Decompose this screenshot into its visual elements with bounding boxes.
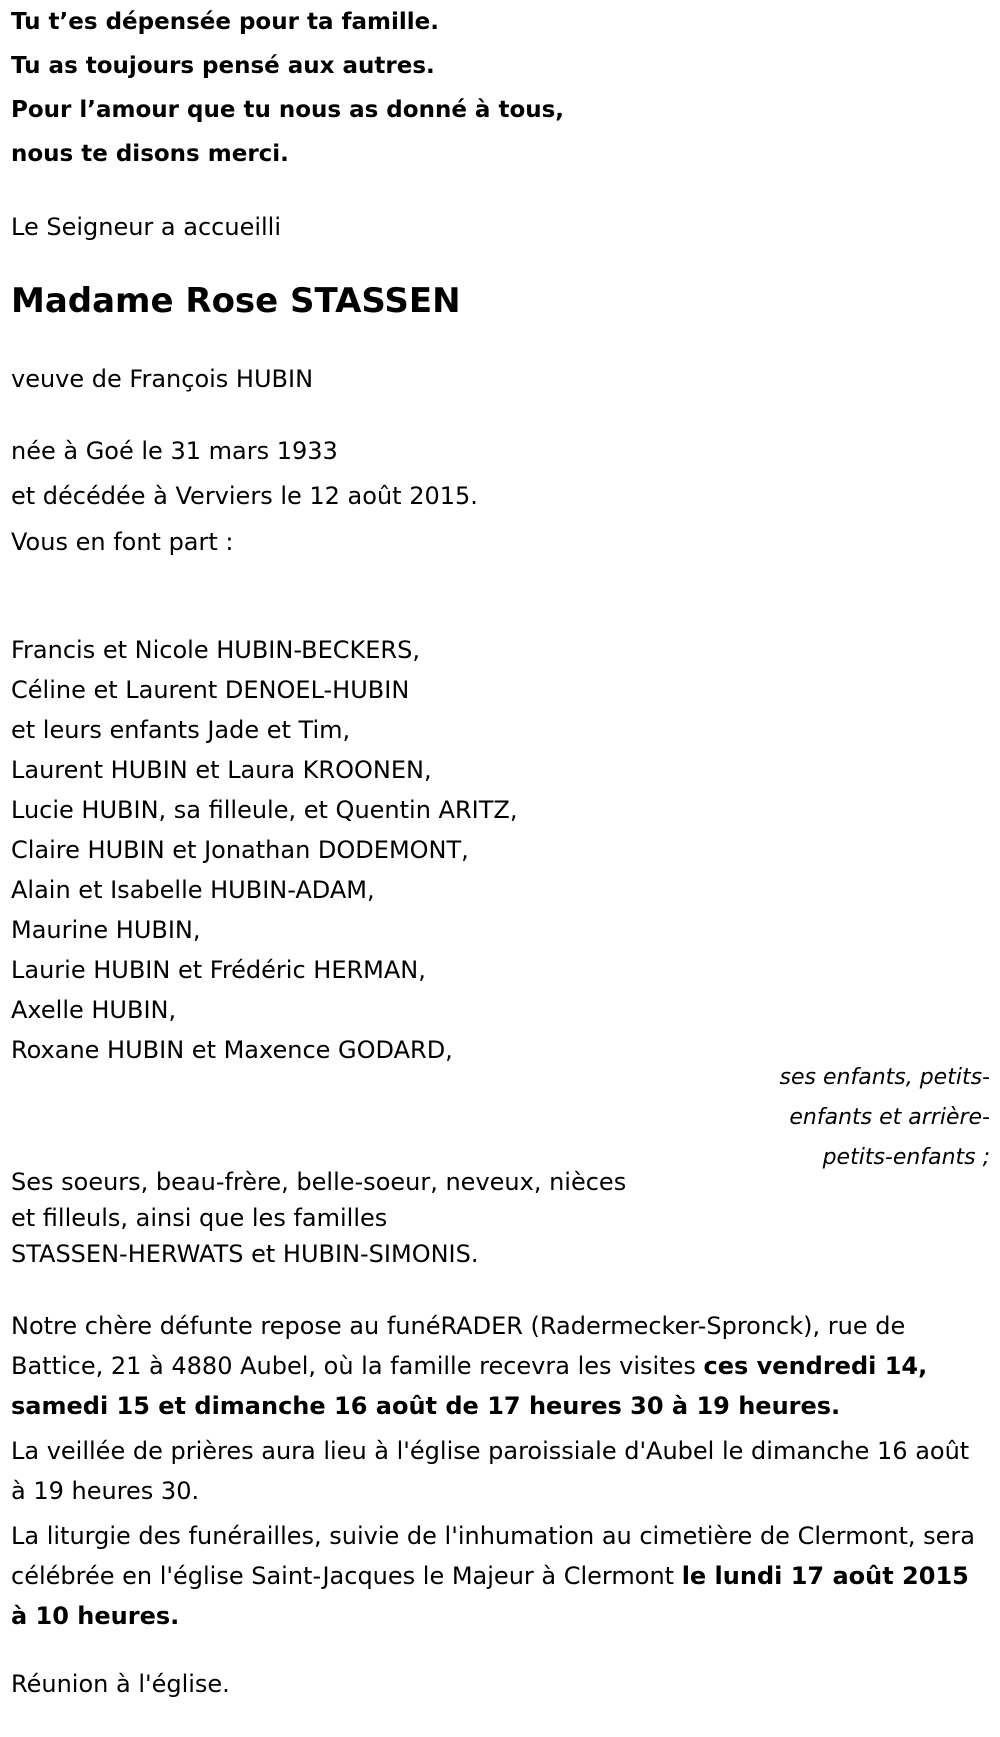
intro-text: Le Seigneur a accueilli bbox=[11, 213, 282, 241]
family-member: Francis et Nicole HUBIN-BECKERS, bbox=[11, 636, 420, 664]
visits-text: Notre chère défunte repose au funéRADER (Radermecker-Spronck), rue de Battice, 21 à 4880 Aubel, où la famille recevra les visites bbox=[11, 1312, 906, 1380]
relation-line: enfants et arrière- bbox=[789, 1105, 990, 1130]
meeting-text: Réunion à l'église. bbox=[11, 1670, 230, 1698]
family-member: Claire HUBIN et Jonathan DODEMONT, bbox=[11, 836, 469, 864]
funeral-text: La liturgie des funérailles, suivie de l'inhumation au cimetière de Clermont, sera célébrée en l'église Saint-Jacques le Majeur à Clermont bbox=[11, 1522, 975, 1590]
relation-note bbox=[780, 1058, 990, 1178]
birth-info: née à Goé le 31 mars 1933 bbox=[11, 437, 338, 465]
poem-line-3: Pour l’amour que tu nous as donné à tous, bbox=[11, 97, 565, 123]
family-member: Céline et Laurent DENOEL-HUBIN bbox=[11, 676, 410, 704]
poem-line-1: Tu t’es dépensée pour ta famille. bbox=[11, 9, 439, 35]
family-list bbox=[11, 630, 517, 1070]
family-member: et leurs enfants Jade et Tim, bbox=[11, 716, 351, 744]
family-member: Lucie HUBIN, sa filleule, et Quentin ARITZ, bbox=[11, 796, 518, 824]
relation-line: petits-enfants ; bbox=[822, 1145, 990, 1170]
death-info: et décédée à Verviers le 12 août 2015. bbox=[11, 482, 478, 510]
vigil-paragraph: La veillée de prières aura lieu à l'église paroissiale d'Aubel le dimanche 16 août à 19 heures 30. bbox=[11, 1437, 970, 1505]
family-member: Axelle HUBIN, bbox=[11, 996, 177, 1024]
family-member: Roxane HUBIN et Maxence GODARD, bbox=[11, 1036, 453, 1064]
poem-line-4: nous te disons merci. bbox=[11, 141, 289, 167]
visits-paragraph bbox=[11, 1306, 986, 1426]
poem-line-2: Tu as toujours pensé aux autres. bbox=[11, 53, 435, 79]
others-line-2: et filleuls, ainsi que les familles bbox=[11, 1204, 388, 1232]
visits-dates: ces vendredi 14, samedi 15 et dimanche 16 août de 17 heures 30 à 19 heures. bbox=[11, 1352, 928, 1420]
deceased-name: Madame Rose STASSEN bbox=[11, 281, 461, 321]
relation-line: ses enfants, petits- bbox=[779, 1065, 990, 1090]
funeral-paragraph bbox=[11, 1516, 986, 1636]
family-member: Laurent HUBIN et Laura KROONEN, bbox=[11, 756, 432, 784]
announce-text: Vous en font part : bbox=[11, 528, 234, 556]
family-member: Alain et Isabelle HUBIN-ADAM, bbox=[11, 876, 375, 904]
funeral-date: le lundi 17 août 2015 à 10 heures. bbox=[11, 1562, 969, 1630]
others-line-3: STASSEN-HERWATS et HUBIN-SIMONIS. bbox=[11, 1240, 479, 1268]
widow-of: veuve de François HUBIN bbox=[11, 365, 314, 393]
others-line-1: Ses soeurs, beau-frère, belle-soeur, neveux, nièces bbox=[11, 1168, 627, 1196]
family-member: Maurine HUBIN, bbox=[11, 916, 201, 944]
family-member: Laurie HUBIN et Frédéric HERMAN, bbox=[11, 956, 426, 984]
